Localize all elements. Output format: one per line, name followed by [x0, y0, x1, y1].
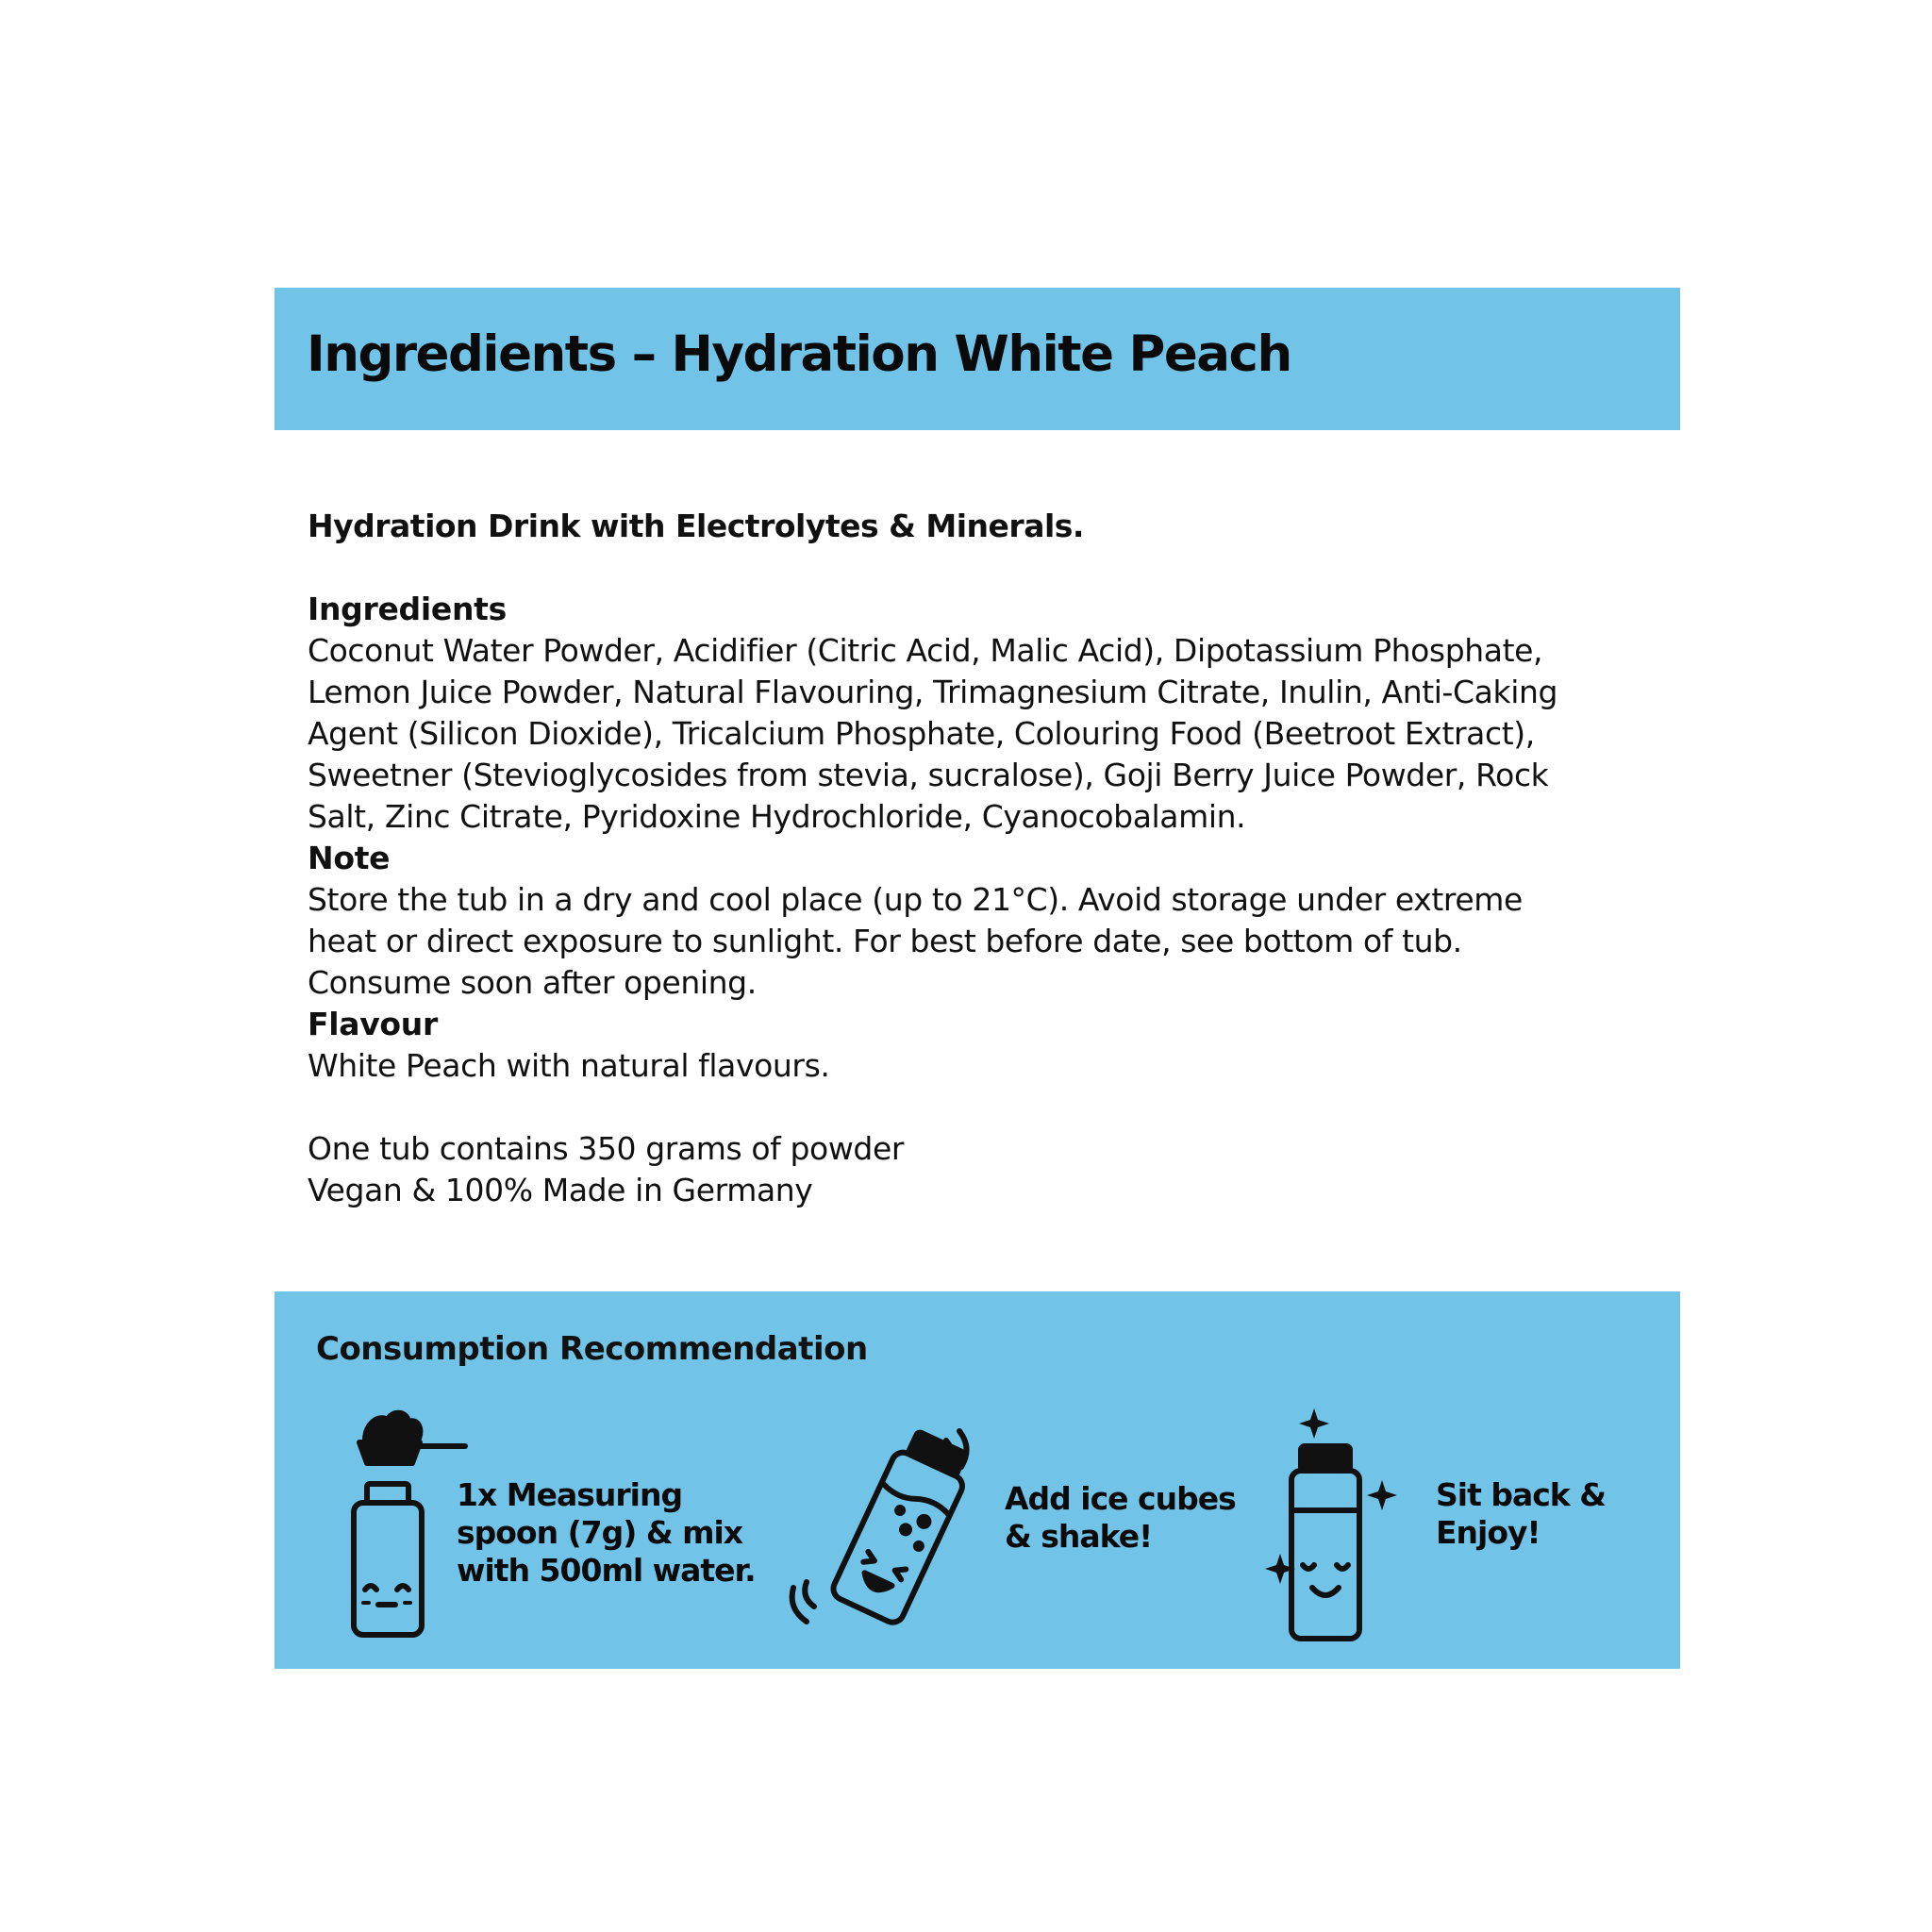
step-2-line: Add ice cubes: [1005, 1480, 1236, 1517]
ingredients-line: Salt, Zinc Citrate, Pyridoxine Hydrochloride, Cyanocobalamin.: [308, 798, 1246, 835]
step-2-line: & shake!: [1005, 1518, 1153, 1555]
title-banner: [275, 288, 1680, 430]
step-3-text: [1436, 1476, 1606, 1552]
shaking-bottle-icon: [786, 1422, 993, 1639]
note-line: heat or direct exposure to sunlight. For best before date, see bottom of tub.: [308, 923, 1462, 959]
step-1-line: with 500ml water.: [457, 1552, 756, 1589]
consumption-recommendation-panel: [275, 1291, 1680, 1669]
note-heading: Note: [308, 840, 391, 876]
step-1-text: [457, 1476, 756, 1590]
note-line: Consume soon after opening.: [308, 964, 757, 1001]
step-3-line: Sit back &: [1436, 1476, 1607, 1513]
vegan-made-in-germany-text: Vegan & 100% Made in Germany: [308, 1172, 813, 1208]
ingredients-line: Lemon Juice Powder, Natural Flavouring, Trimagnesium Citrate, Inulin, Anti-Caking: [308, 674, 1558, 710]
tub-contents-text: One tub contains 350 grams of powder: [308, 1130, 905, 1167]
flavour-heading: Flavour: [308, 1006, 438, 1042]
happy-bottle-sparkles-icon: [1265, 1408, 1397, 1644]
note-line: Store the tub in a dry and cool place (up to 21°C). Avoid storage under extreme: [308, 881, 1523, 918]
step-2-text: [1005, 1480, 1236, 1556]
step-1-line: 1x Measuring: [457, 1476, 683, 1513]
ingredients-heading: Ingredients: [308, 591, 507, 627]
ingredients-content: [308, 506, 1657, 1211]
spacer: [308, 547, 1657, 589]
product-description: Hydration Drink with Electrolytes & Minerals.: [308, 508, 1084, 544]
flavour-text: White Peach with natural flavours.: [308, 1047, 830, 1084]
step-1-line: spoon (7g) & mix: [457, 1514, 743, 1551]
page-title: Ingredients – Hydration White Peach: [307, 325, 1291, 383]
ingredients-line: Coconut Water Powder, Acidifier (Citric Acid, Malic Acid), Dipotassium Phosphate,: [308, 632, 1543, 669]
recommendation-title: Consumption Recommendation: [316, 1330, 868, 1368]
ingredients-line: Sweetner (Stevioglycosides from stevia, sucralose), Goji Berry Juice Powder, Rock: [308, 757, 1549, 793]
ingredients-line: Agent (Silicon Dioxide), Tricalcium Phosphate, Colouring Food (Beetroot Extract),: [308, 715, 1535, 752]
spacer: [308, 1087, 1657, 1128]
step-3-line: Enjoy!: [1436, 1514, 1541, 1551]
